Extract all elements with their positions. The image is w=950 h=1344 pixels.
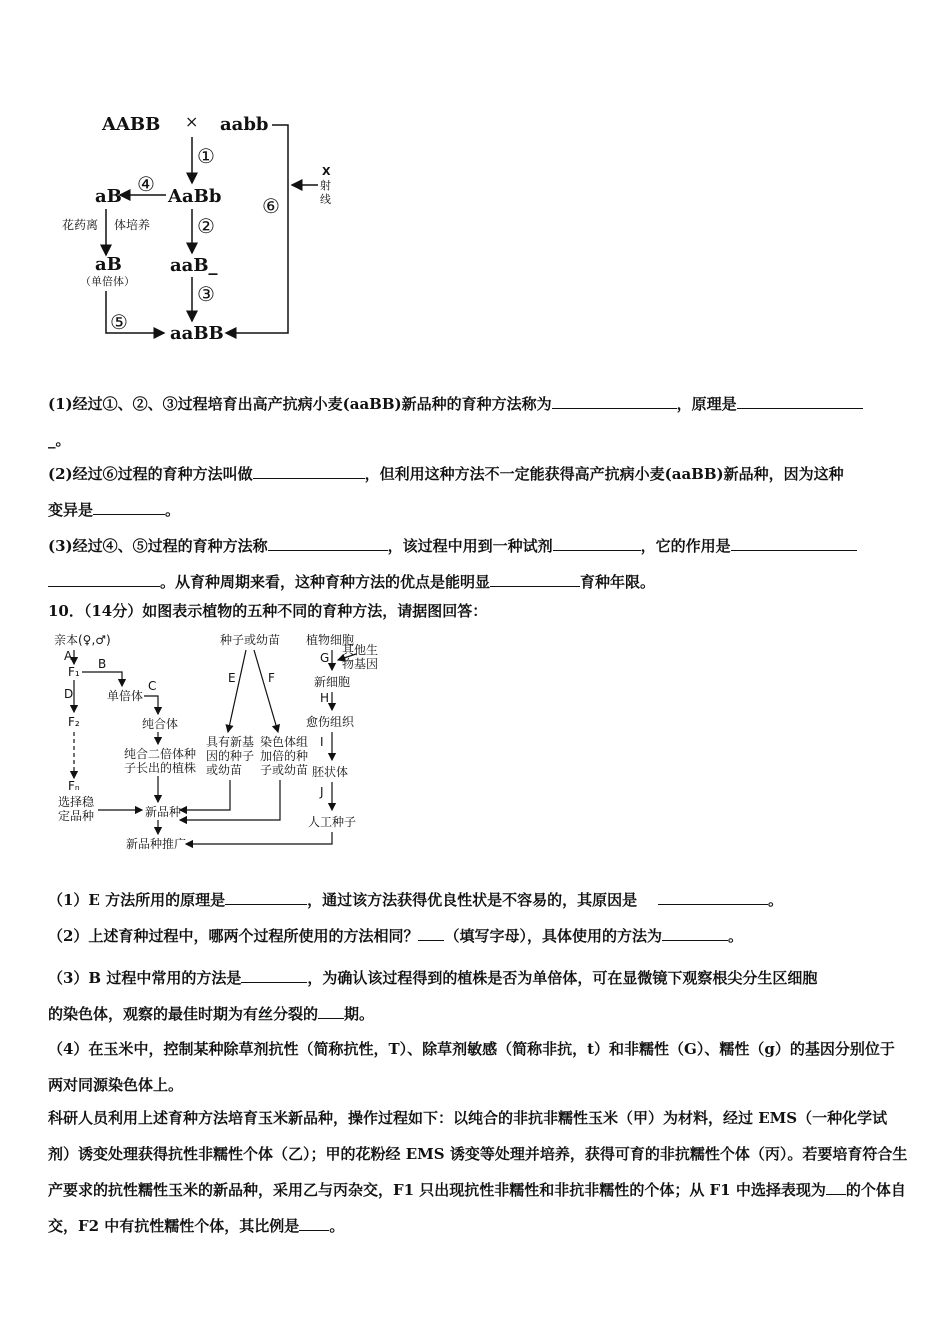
callus: 愈伤组织: [306, 715, 355, 729]
q10-blank-4[interactable]: [662, 926, 728, 941]
genotype-AABB: AABB: [102, 114, 161, 135]
q9-blank-2[interactable]: [737, 394, 863, 409]
newgene-3: 或幼苗: [206, 763, 243, 777]
q10-blank-5[interactable]: [241, 968, 307, 983]
q10-part5: 科研人员利用上述育种方法培育玉米新品种，操作过程如下：以纯合的非抗非糯性玉米（甲）为材料，经过 EMS（一种化学试剂）诱变处理获得抗性非糯性个体（乙）；甲的花粉经 EMS 诱变等处理并培养，获得可育的非抗糯性个体（丙）。若要培育符合生产要求的抗性糯性玉米的新品种，采用乙与丙杂交，F1 只出现抗性非糯性和非抗非糯性的个体；从 F1 中选择表现为 的个体自交，F2 中有抗性糯性个体，其比例是 。: [48, 1109, 908, 1235]
step-F: F: [268, 671, 275, 685]
q10-blank-8[interactable]: [299, 1216, 329, 1231]
q10-part2: （2）上述育种过程中，哪两个过程所使用的方法相同？ （填写字母），具体使用的方法为 。: [48, 927, 743, 945]
artificial-seed: 人工种子: [308, 815, 357, 829]
F2-label: F₂: [68, 715, 80, 729]
doubled-1: 染色体组: [260, 735, 309, 749]
step-C: C: [148, 679, 157, 693]
breeding-diagram-1: [40, 105, 360, 355]
q9-part2: (2)经过⑥过程的育种方法叫做 ，但利用这种方法不一定能获得高产抗病小麦(aaBB)新品种，因为这种 变异是 。: [48, 465, 844, 519]
q9-blank-5[interactable]: [268, 536, 388, 551]
q9-part1: (1)经过①、②、③过程培育出高产抗病小麦(aaBB)新品种的育种方法称为 ，原理是 _。: [48, 386, 908, 458]
genotype-aaB: aaB_: [170, 255, 218, 276]
step-3: ③: [197, 282, 215, 306]
q9-blank-7[interactable]: [731, 536, 857, 551]
q10-blank-7[interactable]: [826, 1180, 846, 1195]
culture-label: 体培养: [114, 218, 151, 232]
new-variety-node: 新品种: [145, 805, 182, 819]
embryoid: 胚状体: [312, 765, 349, 779]
q10-part4: （4）在玉米中，控制某种除草剂抗性（简称抗性，T）、除草剂敏感（简称非抗，t）和非糯性（G）、糯性（g）的基因分别位于两对同源染色体上。: [48, 1040, 895, 1094]
Fn-label: Fₙ: [68, 779, 80, 793]
newgene-1: 具有新基: [206, 735, 255, 749]
newgene-2: 因的种子: [206, 749, 255, 763]
q10-part3: （3）B 过程中常用的方法是 ，为确认该过程得到的植株是否为单倍体，可在显微镜下观察根尖分生区细胞 的染色体，观察的最佳时期为有丝分裂的 期。: [48, 969, 818, 1023]
genotype-aB: aB: [95, 186, 122, 207]
q9-blank-8[interactable]: [48, 572, 160, 587]
q9-blank-3[interactable]: [253, 464, 365, 479]
step-D: D: [64, 687, 74, 701]
step-5: ⑤: [110, 310, 128, 334]
genotype-AaBb: AaBb: [168, 186, 222, 207]
step-4: ④: [137, 172, 155, 196]
other-gene-2: 物基因: [342, 657, 379, 671]
seed-or-seedling: 种子或幼苗: [220, 633, 281, 647]
cross-sign: ×: [185, 112, 199, 131]
haploid-node: 单倍体: [107, 689, 144, 703]
q9-part3: (3)经过④、⑤过程的育种方法称 ，该过程中用到一种试剂 ，它的作用是 。从育种周期来看，这种育种方法的优点是能明显 育种年限。: [48, 528, 908, 600]
q9-blank-6[interactable]: [553, 536, 641, 551]
F1-label: F₁: [68, 665, 80, 679]
other-gene-1: 其他生: [342, 643, 379, 657]
breeding-diagram-2: [50, 630, 380, 860]
q9-blank-1[interactable]: [552, 394, 677, 409]
anther-label: 花药离: [62, 218, 99, 232]
promotion-node: 新品种推广: [126, 837, 187, 851]
new-cell: 新细胞: [314, 675, 351, 689]
doubled-2: 加倍的种: [260, 749, 309, 763]
parents-label: 亲本(♀,♂): [54, 633, 111, 647]
q10-blank-3[interactable]: [418, 926, 444, 941]
step-G: G: [320, 651, 330, 665]
q9-blank-9[interactable]: [490, 572, 580, 587]
step-6: ⑥: [262, 194, 280, 218]
genotype-aabb: aabb: [220, 114, 269, 135]
xray-label-2: 射: [320, 179, 331, 192]
plant-cell: 植物细胞: [306, 633, 355, 647]
diploid-node-2: 子长出的植株: [124, 761, 197, 775]
step-B: B: [98, 657, 107, 671]
step-1: ①: [197, 144, 215, 168]
q10-heading: 10．（14分）如图表示植物的五种不同的育种方法，请据图回答：: [48, 602, 488, 620]
select-stable-1: 选择稳: [58, 795, 95, 809]
step-E: E: [228, 671, 236, 685]
genotype-aB-haploid: aB: [95, 254, 122, 275]
q9-blank-4[interactable]: [93, 500, 165, 515]
haploid-label: （单倍体）: [80, 275, 135, 288]
q10-blank-2[interactable]: [658, 890, 768, 905]
q10-part1: （1）E 方法所用的原理是 ，通过该方法获得优良性状是不容易的，其原因是 。: [48, 891, 784, 909]
diploid-node-1: 纯合二倍体种: [124, 747, 197, 761]
xray-label-1: X: [322, 165, 331, 178]
step-A: A: [64, 649, 73, 663]
step-H: H: [320, 691, 330, 705]
select-stable-2: 定品种: [58, 809, 95, 823]
xray-label-3: 线: [320, 193, 331, 206]
pure-node: 纯合体: [142, 717, 179, 731]
doubled-3: 子或幼苗: [260, 763, 309, 777]
step-I: I: [320, 735, 324, 749]
q10-blank-6[interactable]: [318, 1004, 344, 1019]
step-2: ②: [197, 214, 215, 238]
genotype-aaBB: aaBB: [170, 323, 224, 344]
q10-blank-1[interactable]: [225, 890, 307, 905]
step-J: J: [320, 785, 324, 799]
